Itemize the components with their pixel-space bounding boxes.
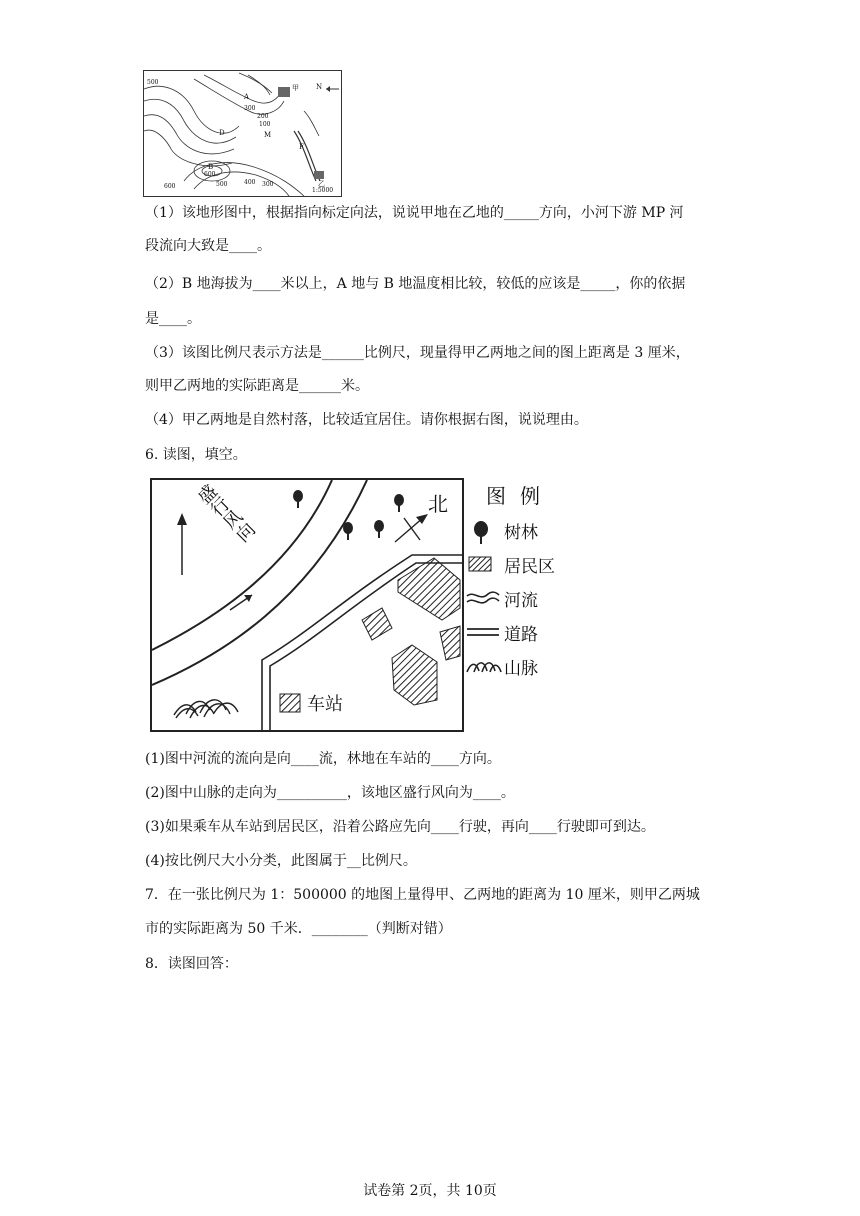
mountain-icon <box>466 656 502 676</box>
legend-title: 图例 <box>486 484 554 508</box>
north-label: N <box>316 83 323 91</box>
wind-direction-label: 盛行风向 <box>192 481 258 547</box>
contour-label-200: 200 <box>257 113 269 120</box>
legend-label-road: 道路 <box>504 625 538 645</box>
q5-part1-line2: 段流向大致是____。 <box>145 238 271 254</box>
legend-item-road <box>466 622 538 647</box>
contour-label-600: 600 <box>164 183 176 190</box>
q6-legend <box>466 478 586 698</box>
legend-item-mountain <box>466 656 538 681</box>
point-label-a: A <box>244 93 250 101</box>
q6-sub3: (3)如果乘车从车站到居民区，沿着公路应先向____行驶，再向____行驶即可到达。 <box>145 819 655 835</box>
contour-label-400: 400 <box>244 179 256 186</box>
q8-title: 8．读图回答： <box>145 956 238 972</box>
point-label-m: M <box>264 131 272 139</box>
road-icon <box>466 622 500 642</box>
contour-label-300-b: 300 <box>262 181 274 188</box>
legend-label-forest: 树林 <box>504 523 538 543</box>
q6-title: 6. 读图，填空。 <box>145 447 247 463</box>
q6-sub4: (4)按比例尺大小分类，此图属于__比例尺。 <box>145 853 417 869</box>
legend-item-residential <box>466 554 555 579</box>
q7-line1: 7．在一张比例尺为 1：500000 的地图上量得甲、乙两地的距离为 10 厘米，则甲乙两城 <box>145 887 700 903</box>
point-label-f: F <box>299 143 304 151</box>
q6-sub2: (2)图中山脉的走向为__________，该地区盛行风向为____。 <box>145 785 515 801</box>
legend-label-residential: 居民区 <box>504 557 555 577</box>
legend-label-mountain: 山脉 <box>504 659 538 679</box>
place-label-jia: 甲 <box>292 84 299 92</box>
scale-label: 1:5000 <box>312 187 334 194</box>
contour-label-100: 100 <box>259 121 271 128</box>
contour-label-500-b: 500 <box>216 181 228 188</box>
tree-icon <box>466 520 496 544</box>
topographic-map-drawing <box>144 71 341 196</box>
q5-part4: （4）甲乙两地是自然村落，比较适宜居住。请你根据右图，说说理由。 <box>145 412 588 428</box>
topographic-map <box>143 70 342 197</box>
legend-label-river: 河流 <box>504 591 538 611</box>
point-label-d: D <box>219 129 225 137</box>
contour-label-500: 500 <box>147 79 159 86</box>
q6-map <box>150 478 464 732</box>
q5-part2-line2: 是____。 <box>145 311 201 327</box>
q5-part2-line1: （2）B 地海拔为____米以上，A 地与 B 地温度相比较，较低的应该是_____，你的依据 <box>145 276 686 292</box>
river-icon <box>466 588 500 608</box>
residential-hatch-icon <box>466 554 496 574</box>
north-direction-label: 北 <box>428 492 448 516</box>
q7-line2: 市的实际距离为 50 千米．________（判断对错） <box>145 921 452 937</box>
point-label-b: B <box>208 163 214 171</box>
place-label-yi: 乙 <box>318 180 325 188</box>
q5-part3-line2: 则甲乙两地的实际距离是______米。 <box>145 378 369 394</box>
legend-item-forest <box>466 520 538 549</box>
station-label: 车站 <box>307 694 343 715</box>
contour-label-300: 300 <box>244 105 256 112</box>
contour-label-600-inner: 600 <box>204 171 216 178</box>
q5-part3-line1: （3）该图比例尺表示方法是______比例尺，现量得甲乙两地之间的图上距离是 3 厘米， <box>145 345 690 361</box>
q5-part1-line1: （1）该地形图中，根据指向标定向法，说说甲地在乙地的_____方向，小河下游 MP 河 <box>145 205 684 221</box>
q6-sub1: (1)图中河流的流向是向____流，林地在车站的____方向。 <box>145 751 501 767</box>
page-footer: 试卷第 2页，共 10页 <box>363 1183 497 1199</box>
legend-item-river <box>466 588 538 613</box>
